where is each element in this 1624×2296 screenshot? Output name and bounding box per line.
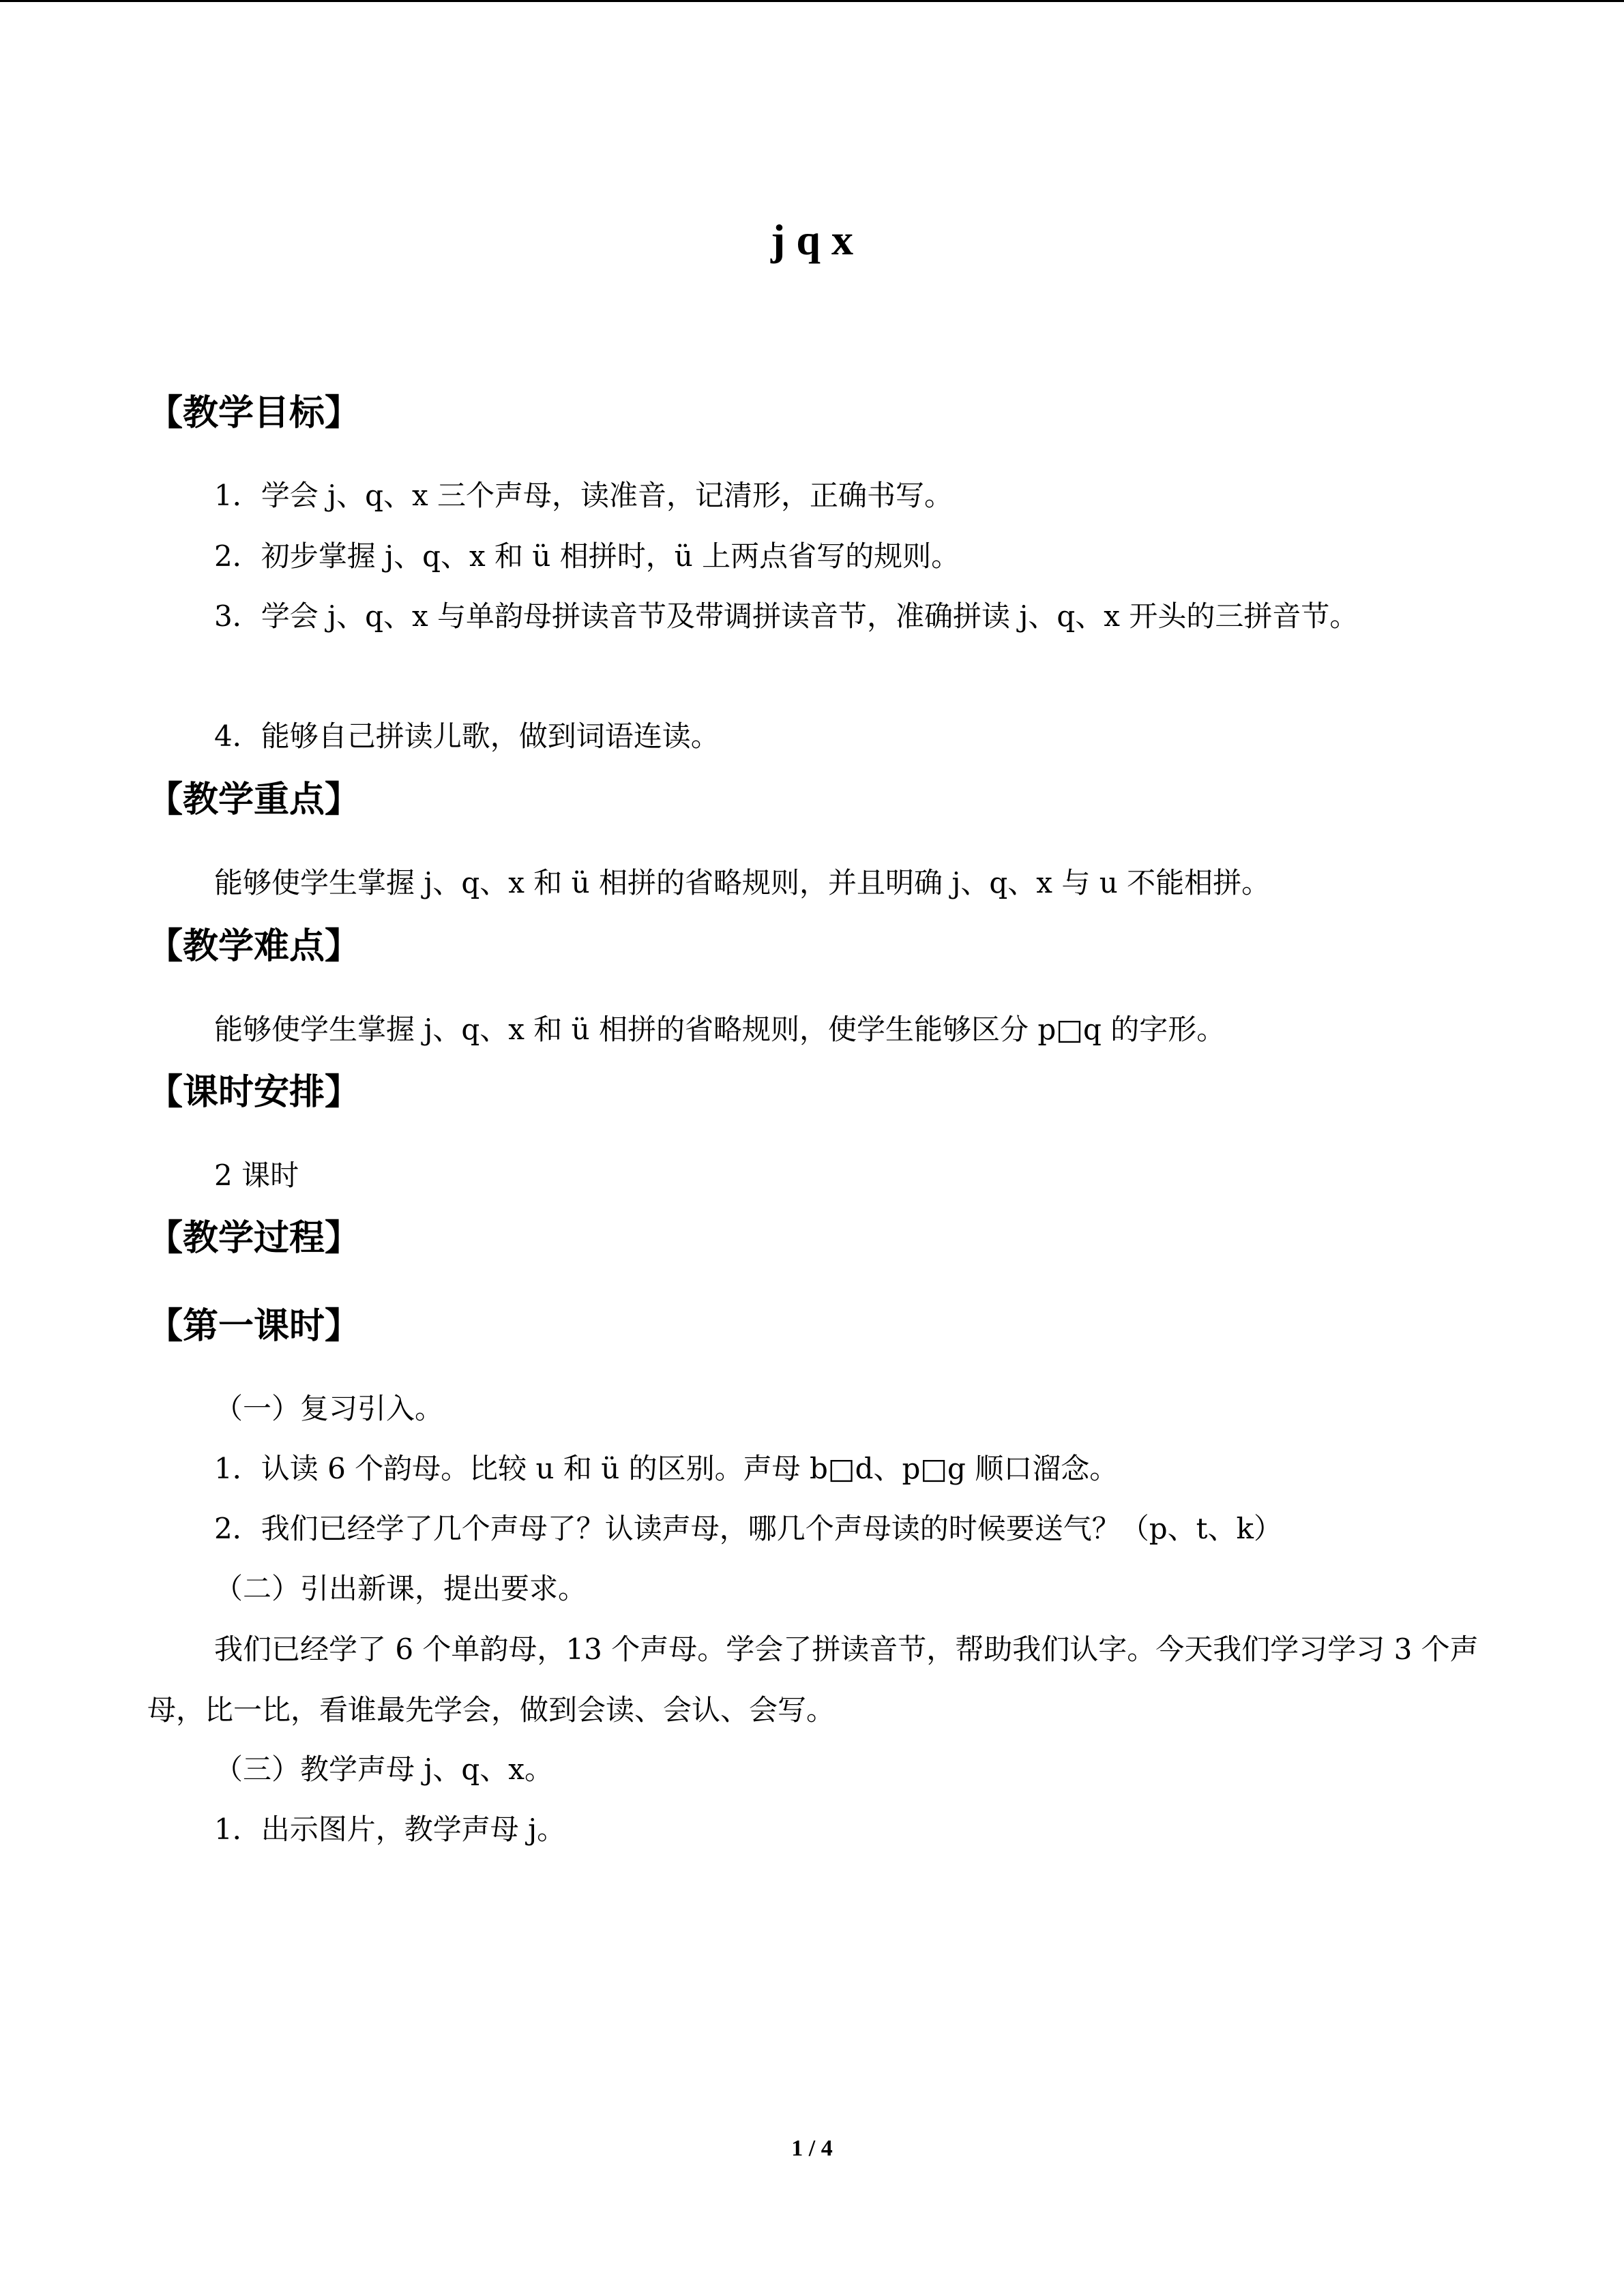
top-border-line <box>0 0 1624 2</box>
objective-item-3: 3．学会 j、q、x 与单韵母拼读音节及带调拼读音节，准确拼读 j、q、x 开头的三拼音节。 <box>214 599 1359 633</box>
objective-item-1: 1．学会 j、q、x 三个声母，读准音，记清形，正确书写。 <box>214 479 954 512</box>
objective-item-4: 4．能够自己拼读儿歌，做到词语连读。 <box>214 719 720 753</box>
difficulties-text: 能够使学生掌握 j、q、x 和 ü 相拼的省略规则，使学生能够区分 p□q 的字形。 <box>214 1013 1226 1046</box>
lesson1-line-7: 1．出示图片，教学声母 j。 <box>214 1813 566 1846</box>
document-title: j q x <box>771 215 853 264</box>
lesson1-line-1: （一）复习引入。 <box>214 1392 444 1425</box>
heading-process: 【教学过程】 <box>147 1218 361 1259</box>
key-points-text: 能够使学生掌握 j、q、x 和 ü 相拼的省略规则，并且明确 j、q、x 与 u 不能相拼。 <box>214 866 1271 899</box>
objective-item-2: 2．初步掌握 j、q、x 和 ü 相拼时，ü 上两点省写的规则。 <box>214 539 960 573</box>
lesson1-line-2: 1．认读 6 个韵母。比较 u 和 ü 的区别。声母 b□d、p□g 顺口溜念。 <box>214 1452 1119 1485</box>
lesson1-line-6: （三）教学声母 j、q、x。 <box>214 1753 553 1786</box>
schedule-text: 2 课时 <box>214 1159 299 1192</box>
page-number: 1 / 4 <box>791 2136 833 2161</box>
heading-schedule: 【课时安排】 <box>147 1072 361 1113</box>
lesson1-line-3: 2．我们已经学了几个声母了？认读声母，哪几个声母读的时候要送气？（p、t、k） <box>214 1512 1282 1545</box>
heading-difficulties: 【教学难点】 <box>147 926 361 967</box>
heading-lesson-1: 【第一课时】 <box>147 1306 361 1347</box>
lesson1-line-5: 我们已经学了 6 个单韵母，13 个声母。学会了拼读音节，帮助我们认字。今天我们学习学习 3 个声母，比一比，看谁最先学会，做到会读、会认、会写。 <box>147 1632 1479 1727</box>
heading-key-points: 【教学重点】 <box>147 779 361 820</box>
heading-objectives: 【教学目标】 <box>147 393 361 434</box>
lesson1-line-4: （二）引出新课，提出要求。 <box>214 1572 587 1605</box>
